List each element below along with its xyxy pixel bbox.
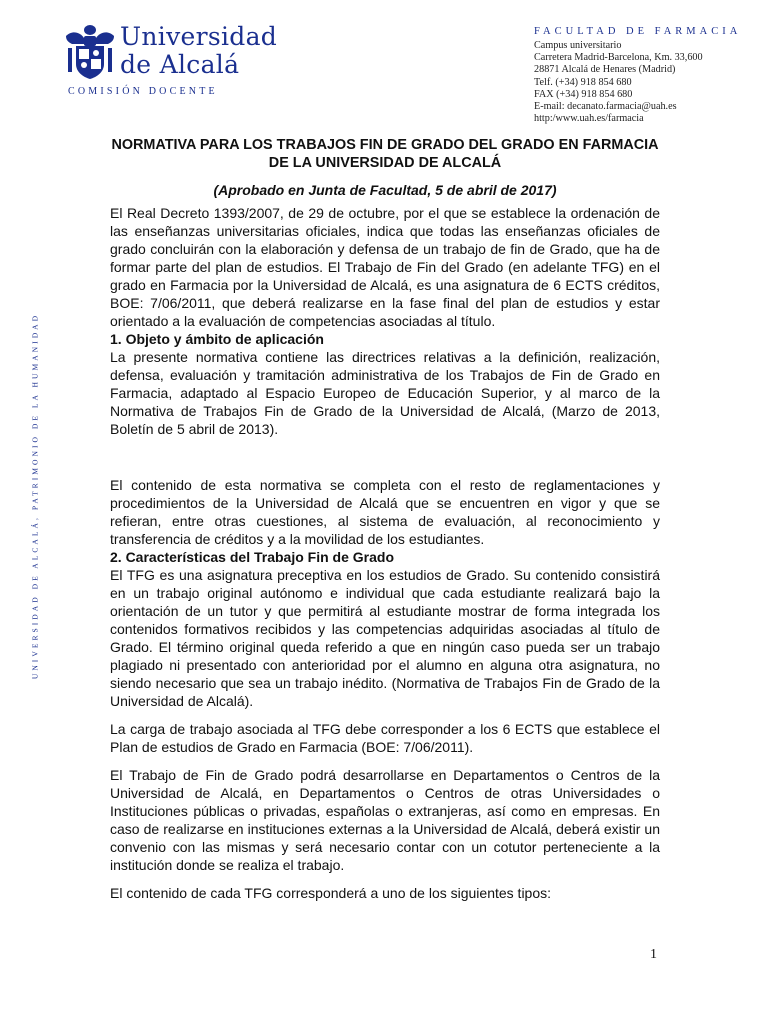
section-1-paragraph: El contenido de esta normativa se completa con el resto de reglamentaciones y procedimientos de la Universidad de Alcalá que se encuentren en vigor y que se refieran, entre otras cuestiones, al sistema de evaluación, al reconocimiento y transferencia de créditos y a la movilidad de los estudiantes.: [110, 477, 660, 547]
faculty-contact-block: [534, 26, 742, 125]
university-name-line1: Universidad: [120, 22, 278, 51]
university-logo: [60, 20, 278, 80]
approval-note: (Aprobado en Junta de Facultad, 5 de abril de 2017): [213, 182, 557, 198]
university-name-line2: de Alcalá: [120, 50, 240, 79]
intro-paragraph: El Real Decreto 1393/2007, de 29 de octubre, por el que se establece la ordenación de las enseñanzas universitarias oficiales, indica que todas las enseñanzas oficiales de grado concluirán con la elaboración y defensa de un trabajo de fin de Grado, que ha de formar parte del plan de estudios. El Trabajo de Fin del Grado (en adelante TFG) en el grado en Farmacia por la Universidad de Alcalá, es una asignatura de 6 ECTS créditos, BOE: 7/06/2011, que deberá realizarse en la fase final del plan de estudios y estar orientado a la evaluación de competencias asociadas al título.: [110, 205, 660, 329]
faculty-title: FACULTAD DE FARMACIA: [534, 26, 742, 37]
section-1-paragraph: La presente normativa contiene las directrices relativas a la definición, realización, defensa, evaluación y tramitación administrativa de los Trabajos de Fin de Grado en Farmacia, adaptado al Espacio Europeo de Educación Superior, y al marco de la Normativa de Trabajos Fin de Grado de la Universidad de Alcalá, (Marzo de 2013, Boletín de 5 abril de 2013).: [110, 349, 660, 437]
contact-line: FAX (+34) 918 854 680: [534, 88, 633, 100]
comision-docente-label: COMISIÓN DOCENTE: [68, 86, 218, 97]
section-2-paragraph: El contenido de cada TFG corresponderá a uno de los siguientes tipos:: [110, 885, 552, 901]
university-crest-icon: [62, 22, 118, 80]
side-vertical-text: UNIVERSIDAD DE ALCALÁ, PATRIMONIO DE LA HUMANIDAD: [30, 312, 40, 680]
section-2-paragraph: El Trabajo de Fin de Grado podrá desarrollarse en Departamentos o Centros de la Universidad de Alcalá, en Departamentos o Centros de otras Universidades o Instituciones públicas o privadas, españolas o extranjeras, así como en empresas. En caso de realizarse en instituciones externas a la Universidad de Alcalá, deberá existir un convenio con las mismas y será necesario contar con un cotutor perteneciente a la institución donde se realiza el trabajo.: [110, 767, 660, 873]
contact-line: Campus universitario: [534, 40, 622, 51]
contact-website: http:/www.uah.es/farmacia: [534, 113, 644, 125]
contact-line: Telf. (+34) 918 854 680: [534, 76, 632, 88]
contact-line: 28871 Alcalá de Henares (Madrid): [534, 64, 676, 76]
page-number: 1: [650, 947, 657, 962]
section-2-paragraph: La carga de trabajo asociada al TFG debe corresponder a los 6 ECTS que establece el Plan de estudios de Grado en Farmacia (BOE: 7/06/2011).: [110, 721, 660, 755]
contact-email: E-mail: decanato.farmacia@uah.es: [534, 101, 677, 113]
section-2-heading: 2. Características del Trabajo Fin de Grado: [110, 549, 394, 565]
section-2-paragraph: El TFG es una asignatura preceptiva en los estudios de Grado. Su contenido consistirá en un trabajo original autónomo e individual que cada estudiante realizará bajo la orientación de un tutor y que permitirá al estudiante mostrar de forma integrada los contenidos formativos recibidos y las competencias adquiridas asociadas al título de Grado. El término original queda referido a que en ningún caso pueda ser un trabajo plagiado ni presentado con anterioridad por el alumno en alguna otra asignatura, no siendo necesario que sea un trabajo inédito. (Normativa de Trabajos Fin de Grado de la Universidad de Alcalá).: [110, 567, 660, 709]
document-title: NORMATIVA PARA LOS TRABAJOS FIN DE GRADO DEL GRADO EN FARMACIA DE LA UNIVERSIDAD DE ALCALÁ: [111, 137, 659, 171]
contact-line: Carretera Madrid-Barcelona, Km. 33,600: [534, 52, 703, 64]
section-1-heading: 1. Objeto y ámbito de aplicación: [110, 331, 324, 347]
document-body: [110, 136, 660, 902]
